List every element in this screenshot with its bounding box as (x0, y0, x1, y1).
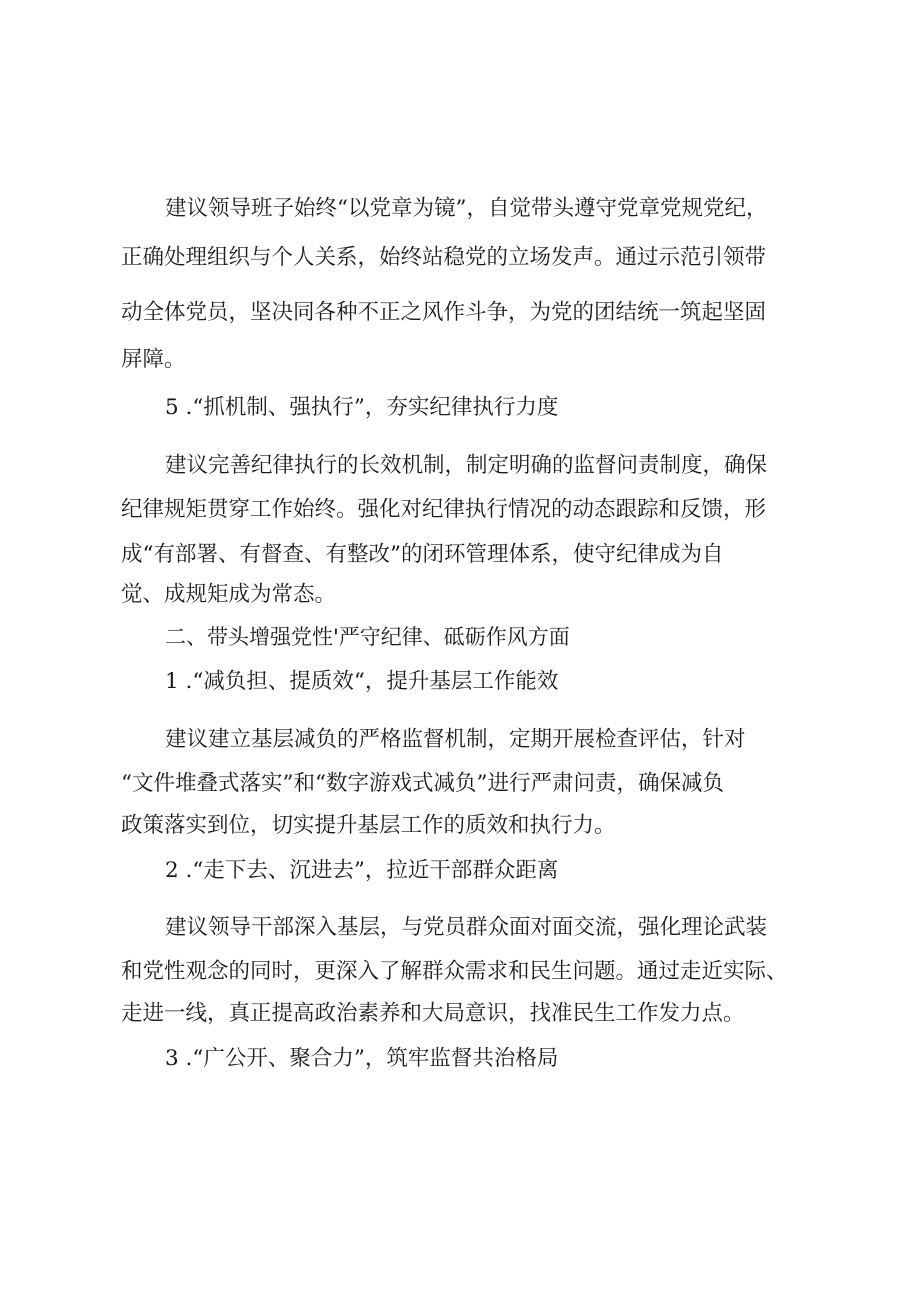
subheading-5: 5 .“抓机制、强执行”，夯实纪律执行力度 (165, 395, 559, 420)
paragraph-line: 成“有部署、有督查、有整改”的闭环管理体系，使守纪律成为自 (121, 542, 724, 567)
paragraph-line: 正确处理组织与个人关系，始终站稳党的立场发声。通过示范引领带 (121, 245, 767, 270)
paragraph-line: 政策落实到位，切实提升基层工作的质效和执行力。 (121, 813, 616, 838)
subheading-3: 3 .“广公开、聚合力”，筑牢监督共治格局 (165, 1046, 559, 1071)
subheading-2: 2 .“走下去、沉进去”，拉近干部群众距离 (165, 858, 559, 883)
paragraph-line: 觉、成规矩成为常态。 (121, 582, 337, 607)
paragraph-line: 纪律规矩贯穿工作始终。强化对纪律执行情况的动态跟踪和反馈，形 (121, 497, 767, 522)
paragraph-line: 建议建立基层减负的严格监督机制，定期开展检查评估，针对 (165, 727, 746, 752)
paragraph-line: 和党性观念的同时，更深入了解群众需求和民生问题。通过走近实际、 (121, 959, 788, 984)
section-heading: 二、带头增强党性'严守纪律、砥砺作风方面 (165, 625, 570, 649)
paragraph-line: 建议领导班子始终“以党章为镜”，自觉带头遵守党章党规党纪， (165, 196, 768, 221)
subheading-1: 1 .“减负担、提质效“，提升基层工作能效 (165, 669, 559, 694)
paragraph-line: 建议领导干部深入基层，与党员群众面对面交流，强化理论武装 (165, 915, 768, 940)
paragraph-line: 建议完善纪律执行的长效机制，制定明确的监督问责制度，确保 (165, 453, 768, 478)
paragraph-line: 走进一线，真正提高政治素养和大局意识，找准民生工作发力点。 (121, 1001, 745, 1026)
paragraph-line: 屏障。 (121, 347, 186, 372)
paragraph-line: “文件堆叠式落实”和“数字游戏式减负”进行严肃问责，确保减负 (121, 771, 724, 796)
paragraph-line: 动全体党员，坚决同各种不正之风作斗争，为党的团结统一筑起坚固 (121, 300, 767, 325)
